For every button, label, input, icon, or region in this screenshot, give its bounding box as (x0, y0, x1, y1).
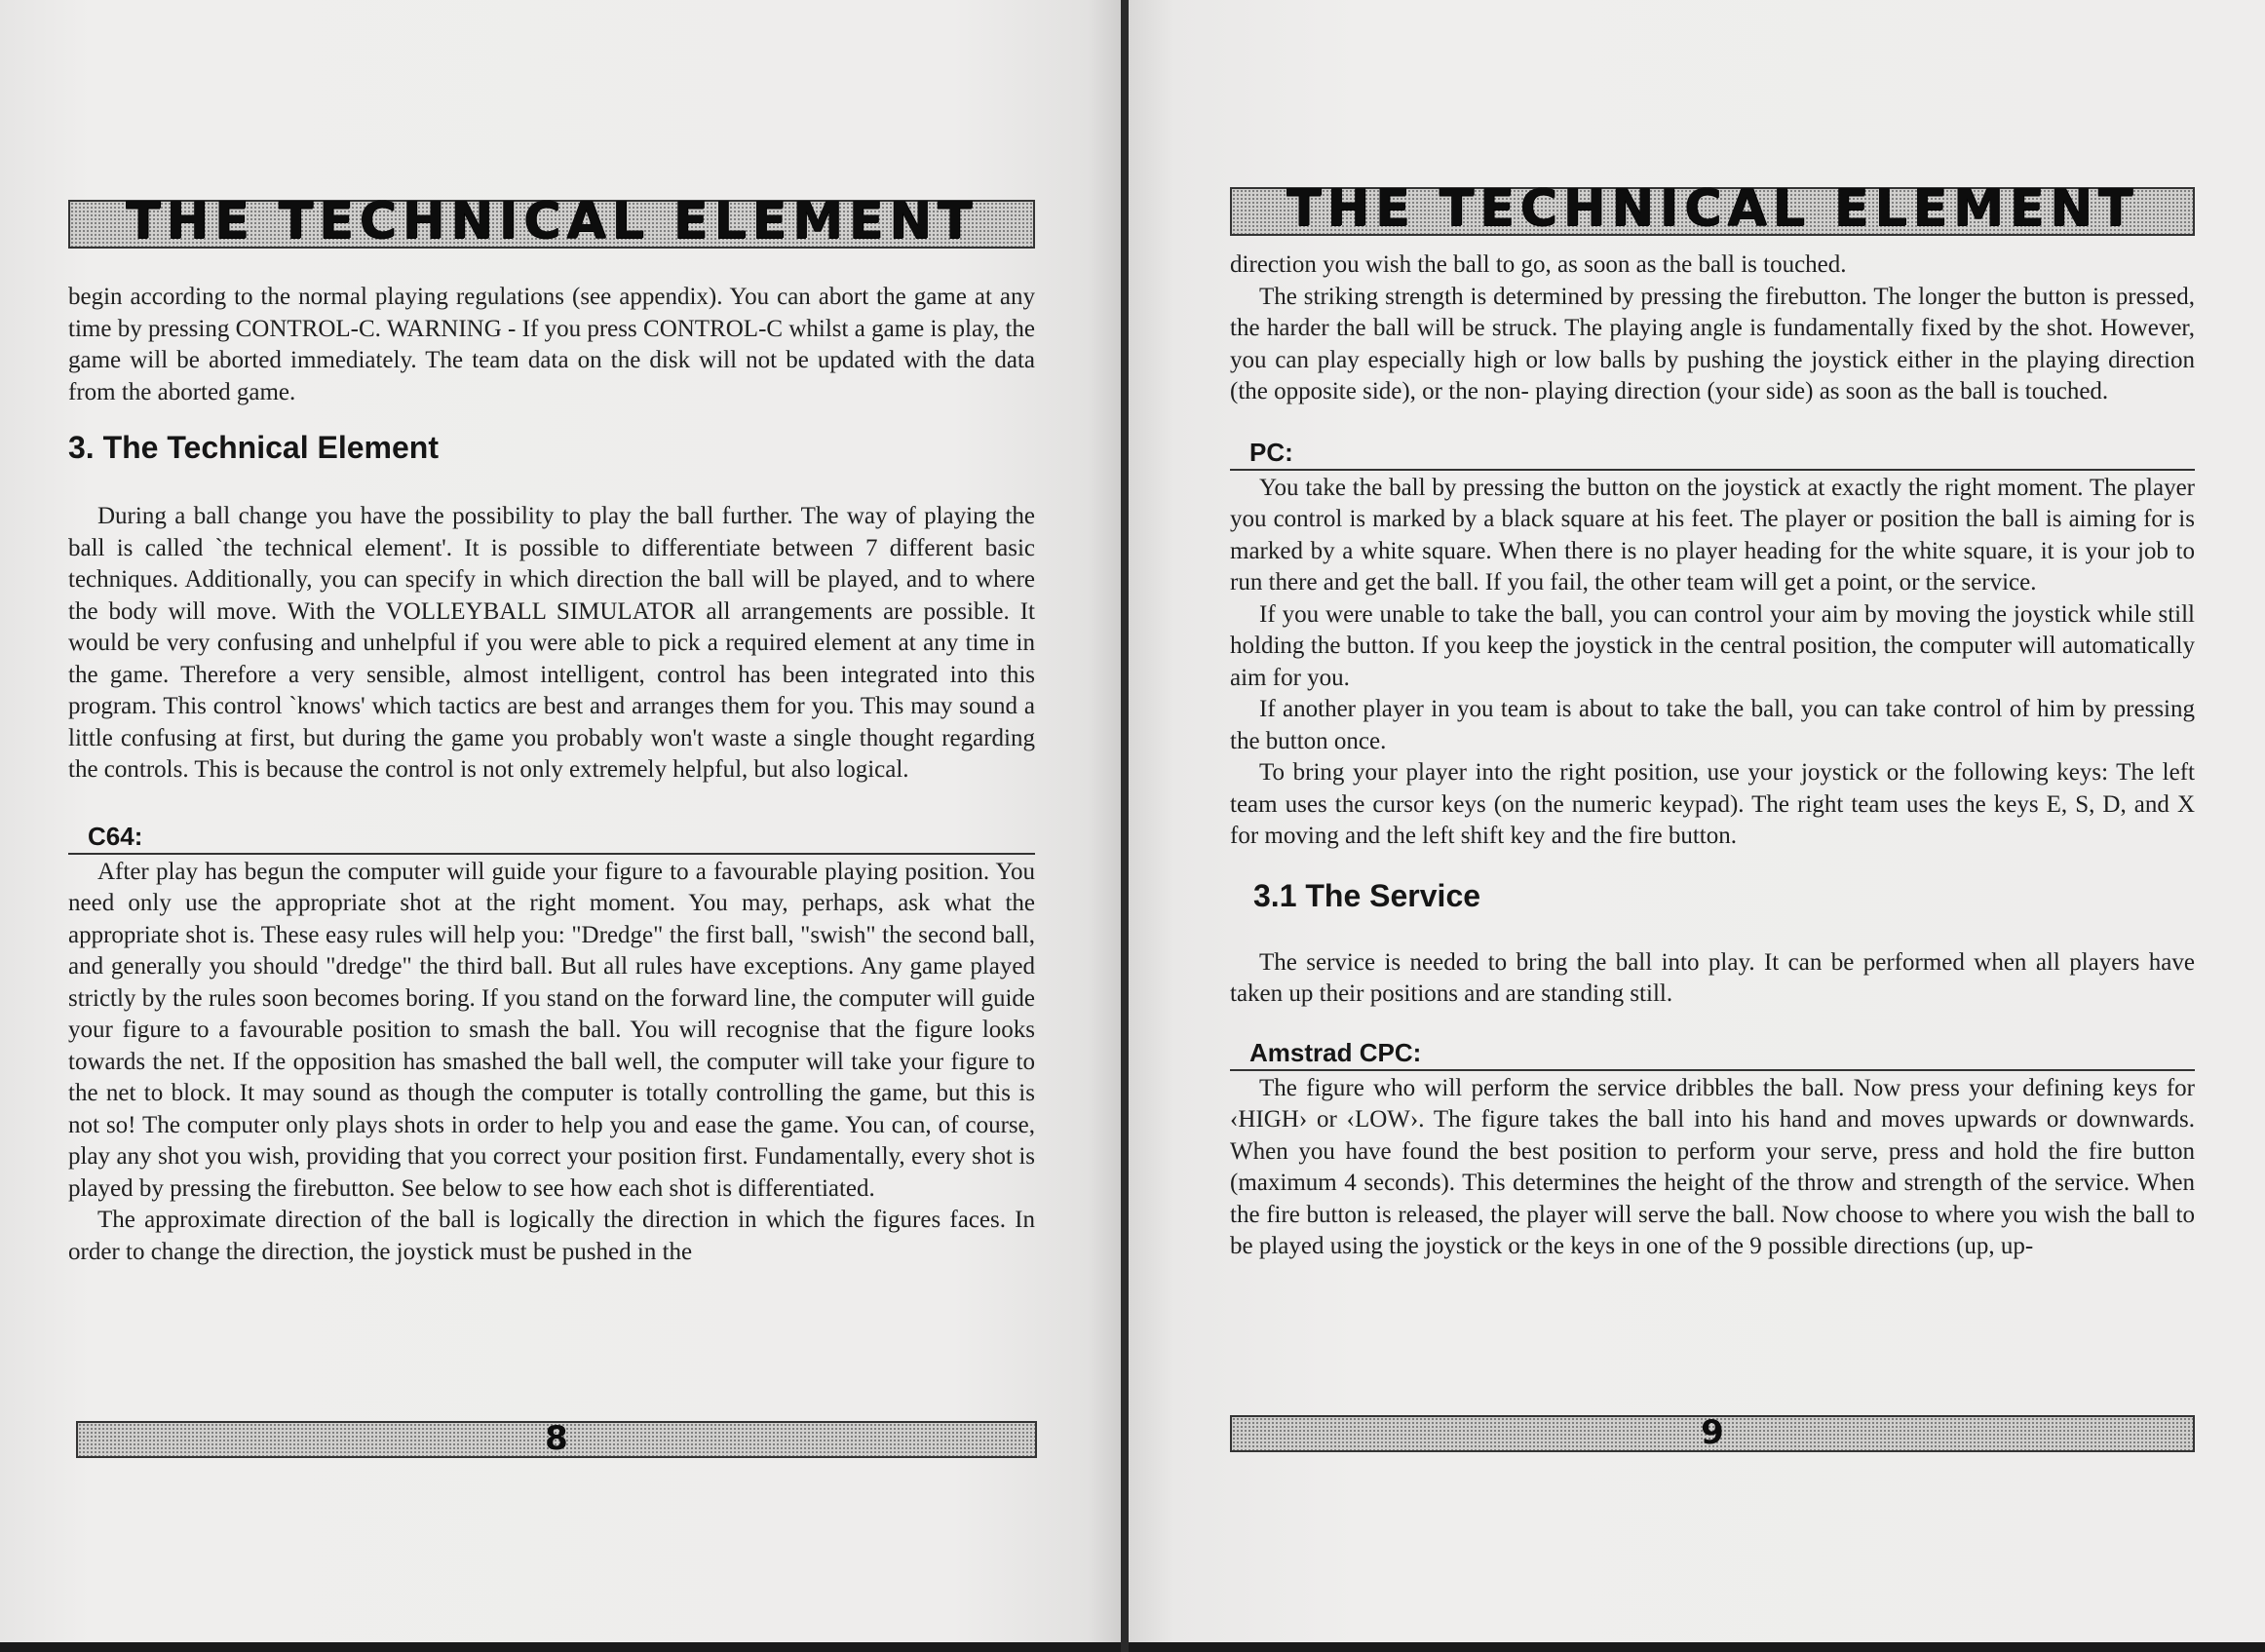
service-paragraph: The service is needed to bring the ball into play. It can be performed when all players have taken up their positions and are standing still. (1230, 948, 2195, 1007)
banner-title: THE TECHNICAL ELEMENT (125, 192, 979, 250)
page-number: 9 (1701, 1413, 1724, 1452)
left-page (0, 0, 1121, 1642)
section-paragraph: During a ball change you have the possibility to play the ball further. The way of playing the ball is called `the technical element'. It is possible to differentiate between 7 different basic techniques. Additionally, you can specify in which direction the ball will be played, and to where the body will move. With the VOLLEYBALL SIMULATOR all arrangements are possible. It would be very confusing and unhelpful if you were able to pick a required element at any time in the game. Therefore a very sensible, almost intelligent, control has been integrated into this program. This control `knows' which tactics are best and arranges them for you. This may sound a little confusing at first, but during the game you probably won't waste a single thought regarding the controls. This is because the control is not only extremely helpful, but also logical. (68, 503, 1035, 783)
c64-paragraph: After play has begun the computer will guide your figure to a favourable playing position. You need only use the appropriate shot at the right moment. You may, perhaps, ask what the appropriate shot is. These easy rules will help you: "Dredge" the first ball, "swish" the second ball, and generally you should "dredge" the third ball. But all rules have exceptions. Any game played strictly by the rules soon becomes boring. If you stand on the forward line, the computer will guide your figure to a favourable position to smash the ball. You will recognise that the figure looks towards the net. If the opposition has smashed the ball well, the computer will take your figure to the net to block. It may sound as though the computer is totally controlling the game, but this is not so! The computer only plays shots in order to help you and ease the game. You can, of course, play any shot you wish, providing that you correct your position first. Fundamentally, every shot is played by pressing the firebutton. See below to see how each shot is differentiated. (68, 858, 1035, 1202)
pc-paragraph-4: To bring your player into the right position, use your joystick or the following keys: The left team uses the cursor keys (on the numeric keypad). The right team uses the keys E, S, D, and X for moving and the left shift key and the fire button. (1230, 759, 2195, 849)
right-page-banner (1230, 179, 2195, 238)
service-heading: 3.1 The Service (1253, 877, 1481, 913)
section-heading: 3. The Technical Element (68, 430, 439, 465)
left-page-content (68, 192, 1035, 1268)
c64-heading: C64: (68, 822, 1035, 855)
amstrad-heading: Amstrad CPC: (1230, 1038, 2195, 1071)
c64-paragraph-direction: The approximate direction of the ball is logically the direction in which the figures faces. In order to change the direction, the joystick must be pushed in the (68, 1207, 1035, 1265)
page-number: 8 (545, 1419, 568, 1458)
right-page (1129, 0, 2265, 1642)
intro-paragraph: begin according to the normal playing regulations (see appendix). You can abort the game at any time by pressing CONTROL-C. WARNING - If you press CONTROL-C whilst a game is play, the game will be aborted immediately. The team data on the disk will not be updated with the data from the aborted game. (68, 284, 1035, 405)
left-page-banner (68, 192, 1035, 250)
pc-paragraph-2: If you were unable to take the ball, you can control your aim by moving the joystick while still holding the button. If you keep the joystick in the central position, the computer will automatically aim for you. (1230, 600, 2195, 691)
banner-title: THE TECHNICAL ELEMENT (1286, 179, 2139, 238)
right-page-footer-bar (1230, 1415, 2195, 1452)
pc-paragraph-1: You take the ball by pressing the button on the joystick at exactly the right moment. The player you control is marked by a black square at his feet. The player or position the ball is aiming for is marked by a white square. When there is no player heading for the white square, it is your job to run there and get the ball. If you fail, the other team will get a point, or the service. (1230, 474, 2195, 595)
striking-strength-paragraph: The striking strength is determined by pressing the firebutton. The longer the button is pressed, the harder the ball will be struck. The playing angle is fundamentally fixed by the shot. However, you can play especially high or low balls by pushing the joystick either in the playing direction (the opposite side), or the non- playing direction (your side) as soon as the ball is touched. (1230, 283, 2195, 404)
continued-paragraph: direction you wish the ball to go, as soon as the ball is touched. (1230, 251, 1847, 278)
pc-heading: PC: (1230, 438, 2195, 471)
left-page-footer-bar (76, 1421, 1037, 1458)
book-gutter (1121, 0, 1129, 1652)
right-page-content (1230, 179, 2195, 1263)
amstrad-paragraph: The figure who will perform the service dribbles the ball. Now press your defining keys for ‹HIGH› or ‹LOW›. The figure takes the ball into his hand and moves upwards or downwards. When you have found the best position to perform your serve, press and hold the fire button (maximum 4 seconds). This determines the height of the throw and strength of the service. When the fire button is released, the player will serve the ball. Now choose to where you wish the ball to be played using the joystick or the keys in one of the 9 possible directions (up, up- (1230, 1074, 2195, 1259)
pc-paragraph-3: If another player in you team is about to take the ball, you can take control of him by pressing the button once. (1230, 696, 2195, 754)
